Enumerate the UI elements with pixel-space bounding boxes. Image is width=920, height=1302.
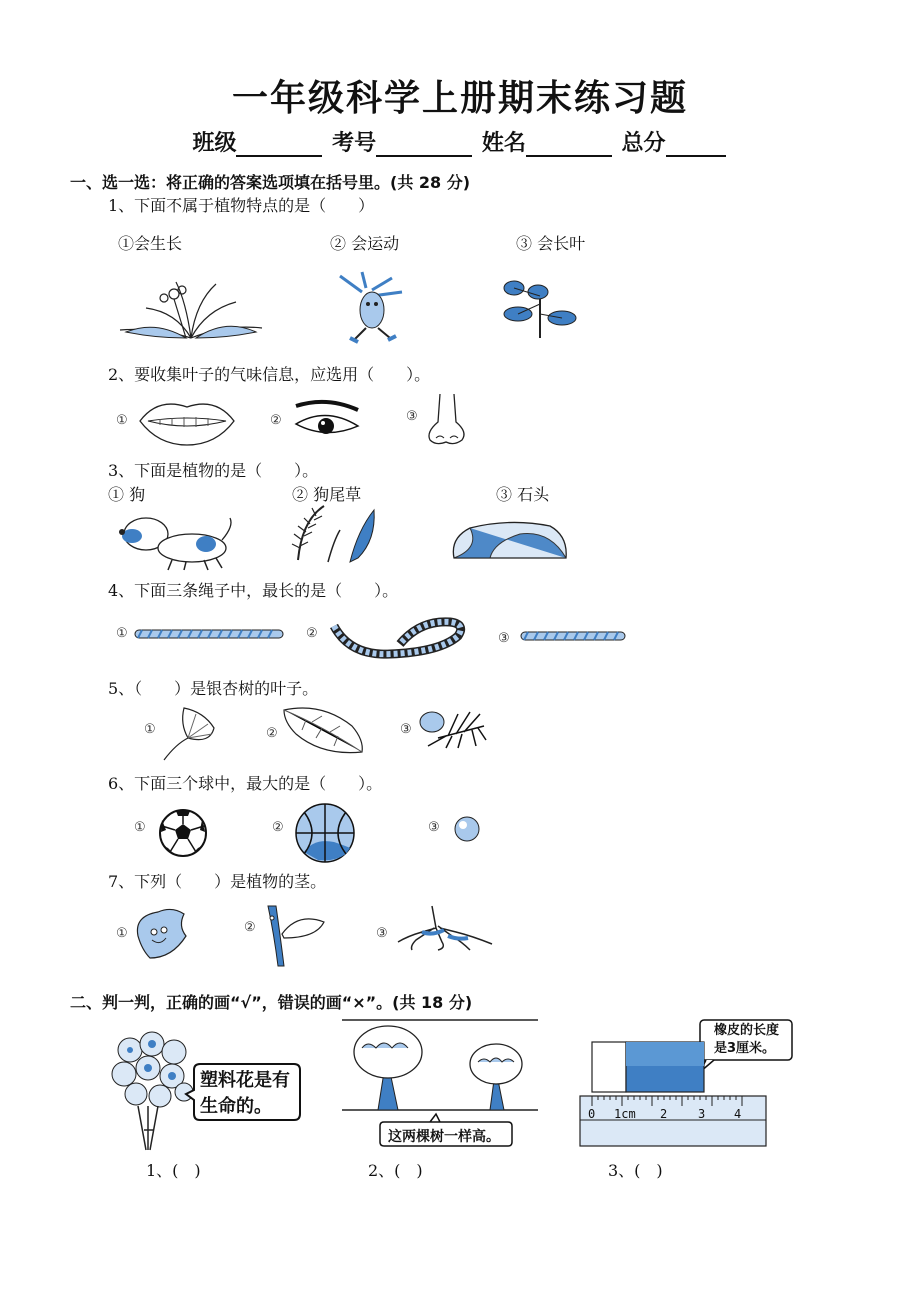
q2-mark-2: ②	[270, 413, 282, 428]
section-1-heading: 一、选一选：将正确的答案选项填在括号里。(共 28 分)	[70, 173, 471, 192]
bubble-1-line-2: 生命的。	[200, 1096, 272, 1117]
roots-icon	[392, 906, 496, 950]
class-label: 班级	[192, 131, 237, 156]
smiling-leaf-icon	[132, 906, 190, 962]
q4-mark-3: ③	[498, 631, 510, 646]
q2-mark-3: ③	[406, 409, 418, 424]
bubble-3-line-1: 橡皮的长度	[714, 1023, 780, 1038]
section-2-heading: 二、判一判，正确的画“√”，错误的画“×”。(共 18 分)	[70, 993, 473, 1012]
q3-option-3: ③ 石头	[496, 485, 550, 504]
q5-mark-2: ②	[266, 726, 278, 741]
q1-option-1: ①会生长	[118, 234, 183, 253]
class-blank[interactable]	[236, 133, 322, 157]
puppy-icon	[118, 512, 240, 572]
ruler-label-3: 3	[698, 1107, 706, 1121]
bubble-1-line-1: 塑料花是有	[200, 1070, 290, 1091]
stem-with-leaf-icon	[262, 904, 326, 968]
q3-option-2: ② 狗尾草	[292, 485, 362, 504]
exam-number-blank[interactable]	[376, 133, 472, 157]
judge-answer-2[interactable]: 2、( )	[368, 1161, 423, 1180]
bubble-3-line-2: 是3厘米。	[714, 1041, 776, 1056]
q5-mark-3: ③	[400, 722, 412, 737]
walking-plant-icon	[332, 272, 412, 344]
eye-icon	[292, 400, 362, 440]
q1-option-2: ② 会运动	[330, 234, 400, 253]
rope-1-icon	[134, 628, 284, 640]
pine-needle-icon	[418, 708, 488, 750]
foxtail-grass-icon	[288, 500, 384, 564]
q2-mark-1: ①	[116, 413, 128, 428]
total-score-label: 总分	[621, 131, 666, 156]
name-blank[interactable]	[526, 133, 612, 157]
question-3: 3、下面是植物的是（ ）。	[108, 461, 319, 480]
mouth-icon	[138, 395, 236, 447]
rope-3-icon	[520, 631, 626, 641]
bubble-2-text: 这两棵树一样高。	[388, 1129, 500, 1145]
bubble-3-text	[714, 1022, 779, 1058]
rope-2-icon	[330, 616, 470, 660]
basketball-icon	[294, 802, 356, 864]
q6-mark-2: ②	[272, 820, 284, 835]
ruler-label-1: 1cm	[614, 1107, 636, 1121]
oval-leaf-icon	[282, 706, 366, 756]
q6-mark-1: ①	[134, 820, 146, 835]
question-5: 5、（ ）是银杏树的叶子。	[108, 679, 319, 698]
q7-mark-3: ③	[376, 926, 388, 941]
q7-mark-1: ①	[116, 926, 128, 941]
q1-option-3: ③ 会长叶	[516, 234, 586, 253]
exam-number-label: 考号	[332, 131, 377, 156]
ruler-label-0: 0	[588, 1107, 596, 1121]
question-7: 7、下列（ ）是植物的茎。	[108, 872, 327, 891]
name-label: 姓名	[481, 131, 526, 156]
ruler-label-4: 4	[734, 1107, 742, 1121]
judge-answer-3[interactable]: 3、( )	[608, 1161, 663, 1180]
ruler-label-2: 2	[660, 1107, 668, 1121]
q6-mark-3: ③	[428, 820, 440, 835]
q5-mark-1: ①	[144, 722, 156, 737]
q4-mark-1: ①	[116, 626, 128, 641]
q4-mark-2: ②	[306, 626, 318, 641]
question-1: 1、下面不属于植物特点的是（ ）	[108, 196, 375, 215]
soccer-ball-icon	[158, 808, 208, 858]
total-score-blank[interactable]	[666, 133, 726, 157]
rock-icon	[450, 518, 570, 564]
grass-flower-icon	[116, 272, 266, 342]
ginkgo-leaf-icon	[160, 704, 218, 762]
nose-icon	[424, 392, 470, 450]
sprout-leaves-icon	[500, 274, 580, 340]
q3-option-1: ① 狗	[108, 485, 146, 504]
bubble-1-text	[200, 1068, 290, 1120]
judge-answer-1[interactable]: 1、( )	[146, 1161, 201, 1180]
question-4: 4、下面三条绳子中，最长的是（ ）。	[108, 581, 399, 600]
small-ball-icon	[454, 816, 480, 842]
question-6: 6、下面三个球中，最大的是（ ）。	[108, 774, 383, 793]
plastic-flower-bouquet-icon	[108, 1030, 196, 1152]
student-info-line	[0, 126, 920, 157]
question-2: 2、要收集叶子的气味信息，应选用（ ）。	[108, 365, 431, 384]
q7-mark-2: ②	[244, 920, 256, 935]
page-title: 一年级科学上册期末练习题	[231, 78, 688, 119]
